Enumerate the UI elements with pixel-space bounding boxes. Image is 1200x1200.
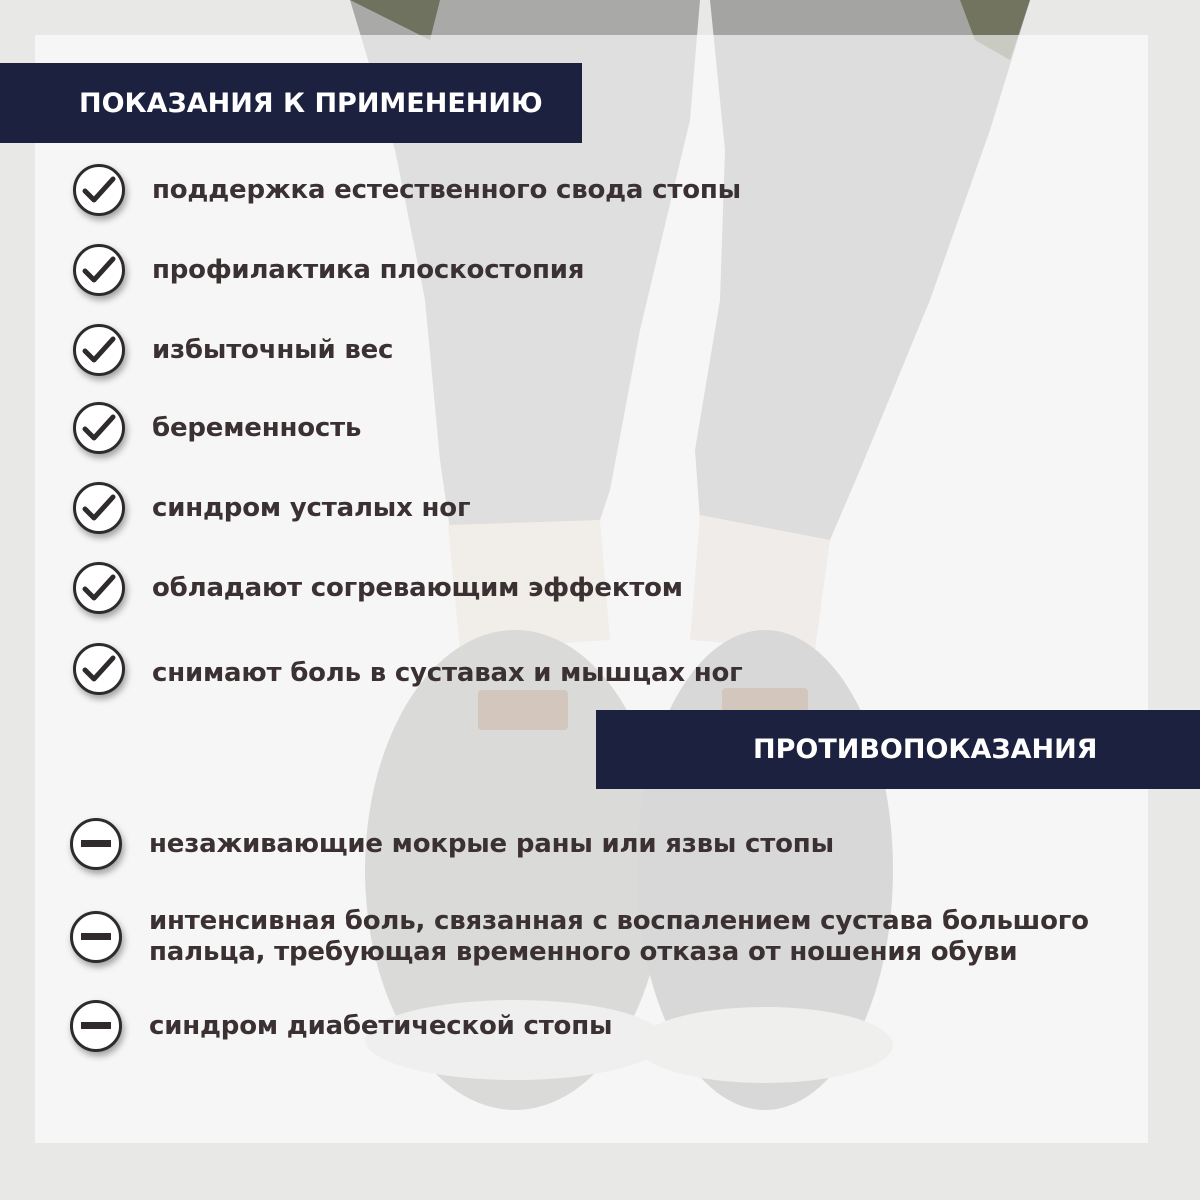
contraindication-line: незаживающие мокрые раны или язвы стопы (149, 828, 834, 859)
contraindication-text (149, 906, 1089, 968)
indication-item-4 (73, 402, 361, 454)
indication-item-6 (73, 562, 683, 614)
indication-item-1 (73, 164, 741, 216)
contraindication-item-3 (70, 1000, 612, 1052)
indication-text: снимают боль в суставах и мышцах ног (152, 657, 743, 688)
contraindication-text (149, 829, 834, 860)
indication-text: избыточный вес (152, 334, 394, 365)
indication-text: поддержка естественного свода стопы (152, 174, 741, 205)
check-icon (73, 402, 125, 454)
contraindication-item-1 (70, 818, 834, 870)
check-icon (73, 562, 125, 614)
indication-text: обладают согревающим эффектом (152, 572, 683, 603)
check-icon (73, 643, 125, 695)
indication-text: беременность (152, 412, 362, 443)
check-icon (73, 244, 125, 296)
indication-text: профилактика плоскостопия (152, 254, 585, 285)
indications-title: ПОКАЗАНИЯ К ПРИМЕНЕНИЮ (79, 87, 543, 119)
check-icon (73, 482, 125, 534)
check-icon (73, 324, 125, 376)
indications-banner (0, 63, 582, 143)
contraindication-line: пальца, требующая временного отказа от ношения обуви (149, 937, 1018, 967)
contraindication-text (149, 1011, 612, 1042)
minus-icon (70, 818, 122, 870)
indication-item-7 (73, 643, 743, 695)
indication-item-2 (73, 244, 584, 296)
contraindication-item-2 (70, 906, 1089, 968)
contraindications-banner (596, 710, 1200, 789)
indication-item-3 (73, 324, 393, 376)
minus-icon (70, 911, 122, 963)
indication-text: синдром усталых ног (152, 492, 471, 523)
minus-icon (70, 1000, 122, 1052)
contraindication-line: синдром диабетической стопы (149, 1010, 613, 1041)
indication-item-5 (73, 482, 470, 534)
check-icon (73, 164, 125, 216)
contraindication-line: интенсивная боль, связанная с воспалением сустава большого (149, 906, 1089, 936)
contraindications-title: ПРОТИВОПОКАЗАНИЯ (753, 734, 1098, 765)
